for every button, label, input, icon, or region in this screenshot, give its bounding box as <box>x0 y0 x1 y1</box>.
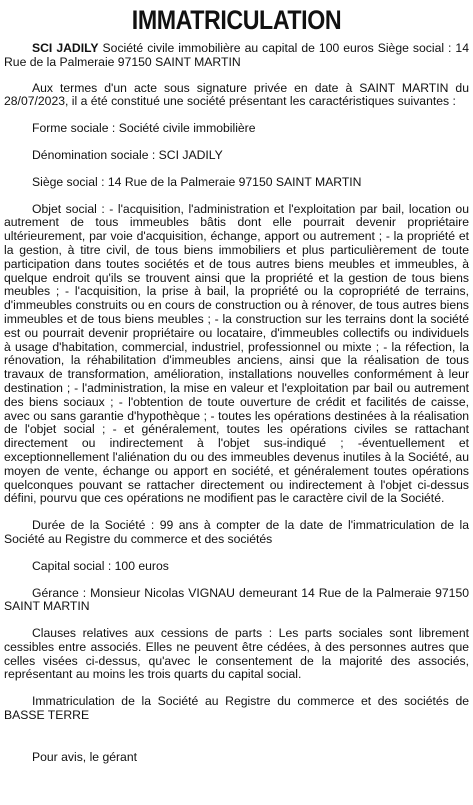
paragraph-duration: Durée de la Société : 99 ans à compter de la date de l'immatriculation de la Société au Registre du commerce et des sociétés <box>4 518 469 546</box>
paragraph-management: Gérance : Monsieur Nicolas VIGNAU demeurant 14 Rue de la Palmeraie 97150 SAINT MARTIN <box>4 585 469 614</box>
paragraph-capital: Capital social : 100 euros <box>32 558 169 573</box>
paragraph-company-name: Dénomination sociale : SCI JADILY <box>32 147 223 162</box>
paragraph-legal-form: Forme sociale : Société civile immobilière <box>32 121 256 136</box>
company-name: SCI JADILY <box>32 41 99 55</box>
closing-signature: Pour avis, le gérant <box>32 749 138 764</box>
intro-paragraph <box>4 42 469 70</box>
paragraph-registration: Immatriculation de la Société au Registre du commerce et des sociétés de BASSE TERRE <box>4 694 469 723</box>
paragraph-purpose: Objet social : - l'acquisition, l'administration et l'exploitation par bail, location ou autrement de tous immeubles bâtis dont elle pourrait devenir propriétaire ultérieurement, par voie d'acquisition, échange, apport ou autrement ; - la propriété et la gestion, à titre civil, de tous biens immobiliers et plus particulièrement de toute participation dans toutes sociétés et de tous autres biens meubles et immeubles, à quelque endroit qu'ils se trouvent ainsi que la propriété et la gestion de tous biens meubles ; - l'acquisition, la prise à bail, la propriété ou la copropriété de terrains, d'immeubles construits ou en cours de construction ou à rénover, de tous autres biens immeubles et de tous biens meubles ; - la construction sur les terrains dont la société est ou pourrait devenir propriétaire ou locataire, d'immeubles collectifs ou individuels à usage d'habitation, commercial, industriel, professionnel ou mixte ; - la réfection, la rénovation, la réhabilitation d'immeubles anciens, ainsi que la réalisation de tous travaux de transformation, amélioration, installations nouvelles conformément à leur destination ; - l'administration, la mise en valeur et l'exploitation par bail ou autrement des biens sociaux ; - l'obtention de toute ouverture de crédit et facilités de caisse, avec ou sans garantie d'hypothèque ; - toutes les opérations destinées à la réalisation de l'objet social ; - et généralement, toutes les opérations civiles se rattachant directement ou indirectement à l'objet sus-indiqué ; -éventuellement et exceptionnellement l'aliénation du ou des immeubles devenus inutiles à la Société, au moyen de vente, échange ou apport en société, et généralement toutes opérations quelconques pouvant se rattacher directement ou indirectement à l'objet ci-dessus défini, pourvu que ces opérations ne modifient pas le caractère civil de la Société. <box>4 201 469 506</box>
intro-text: Société civile immobilière au capital de 100 euros Siège social : 14 Rue de la Palmeraie 97150 SAINT MARTIN <box>4 41 469 69</box>
paragraph-act: Aux termes d'un acte sous signature privée en date à SAINT MARTIN du 28/07/2023, il a été constitué une société présentant les caractéristiques suivantes : <box>4 80 469 109</box>
notice-body <box>4 42 469 765</box>
paragraph-share-transfer: Clauses relatives aux cessions de parts : Les parts sociales sont librement cessibles entre associés. Elles ne peuvent être cédées, à des personnes autres que celles visées ci-dessus, qu'avec le consentement de la majorité des associés, représentant au moins les trois quarts du capital social. <box>4 626 469 682</box>
paragraph-head-office: Siège social : 14 Rue de la Palmeraie 97150 SAINT MARTIN <box>32 174 362 189</box>
notice-title: IMMATRICULATION <box>131 5 342 35</box>
